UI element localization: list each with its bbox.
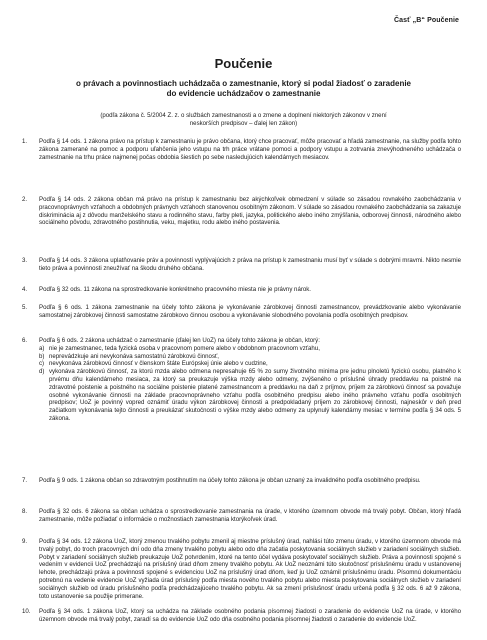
list-item-8 [22, 508, 461, 524]
item-text: Podľa § 32 ods. 6 zákona sa občan uchádza o sprostredkovanie zamestnania na úrade, v ktorého územnom obvode má trvalý pobyt. Občan, ktorý hľadá zamestnanie, môže požiadať o informácie o možnostiach zamestnania ktorýkoľvek úrad. [39, 508, 461, 523]
list-item-9 [22, 538, 461, 600]
sub-item-d [39, 368, 461, 423]
sub-item-text: neprevádzkuje ani nevykonáva samostatnú zárobkovú činnosť, [49, 352, 219, 360]
law-reference-note: (podľa zákona č. 5/2004 Z. z. o službách zamestnanosti a o zmene a doplnení niektorých zákonov v znení neskorších predpisov – ďalej len zákon) [100, 112, 387, 127]
item-number: 3. [22, 257, 28, 264]
sub-item-text: nie je zamestnanec, teda fyzická osoba v pracovnom pomere alebo v obdobnom pracovnom vzťahu, [49, 344, 320, 352]
item-text: Podľa § 14 ods. 3 zákona uplatňovanie práv a povinností vyplývajúcich z práva na prístup k zamestnaniu musí byť v súlade s dobrými mravmi. Nikto nesmie tieto práva a povinnosti zneužívať na škodu druhého občana. [39, 257, 461, 272]
list-item-1 [22, 138, 461, 161]
item-number: 9. [22, 538, 28, 545]
item-text: Podľa § 14 ods. 2 zákona občan má právo na prístup k zamestnaniu bez akýchkoľvek obmedzení v súlade so zásadou rovnakého zaobchádzania v pracovnoprávnych vzťahoch a obdobných právnych vzťahoch stanovenou osobitným zákonom. V súlade so zásadou rovnakého zaobchádzania sa zakazuje diskriminácia aj z dôvodu manželského stavu a rodinného stavu, farby pleti, jazyka, politického alebo iného zmýšľania, odborovej činnosti, národného alebo sociálneho pôvodu, zdravotného postihnutia, veku, majetku, rodu alebo iného postavenia. [39, 196, 461, 227]
sub-item-letter: a) [39, 344, 45, 352]
item-text: Podľa § 34 ods. 12 zákona UoZ, ktorý zmenou trvalého pobytu zmenil aj miestne príslušný úrad, nahlási túto zmenu úradu, v ktorého územnom obvode má trvalý pobyt, do troch pracovných dní odo dňa zmeny trvalého pobytu alebo odo dňa začatia poskytovania sociálnych služieb v zariadení sociálnych služieb. Pobyt v zariadení sociálnych služieb preukazuje UoZ potvrdením, ktoré na tento účel vydáva poskytovateľ sociálnych služieb. Práva a povinnosti spojené s vedením v evidencii UoZ prechádzajú na príslušný úrad dňom zmeny trvalého pobytu. Ak UoZ neoznámi túto skutočnosť príslušnému úradu v ustanovenej lehote, prechádzajú práva a povinnosti spojené s evidenciou UoZ na príslušný úrad dňom, keď ju UoZ oznámil príslušnému úradu. Písomnú dokumentáciu potrebnú na vedenie evidencie UoZ vyžiada úrad príslušný podľa miesta nového trvalého pobytu alebo miesta poskytovania sociálnych služieb v zariadení sociálnych služieb od úradu príslušného podľa predchádzajúceho trvalého pobytu. Ak sa zmení príslušnosť úradu určená podľa § 32 ods. 6 až 9 zákona, toto ustanovenie sa použije primerane. [39, 538, 461, 600]
item-number: 5. [22, 304, 28, 311]
item-text: Podľa § 9 ods. 1 zákona občan so zdravotným postihnutím na účely tohto zákona je občan uznaný za invalidného podľa osobitného predpisu. [39, 477, 421, 484]
list-item-6 [22, 337, 461, 423]
item-number: 6. [22, 337, 28, 344]
sub-item-text: vykonáva zárobkovú činnosť, za ktorú mzda alebo odmena nepresahuje 65 % zo sumy životného minima pre jednu plnoletú fyzickú osobu, platného k prvému dňu kalendárneho mesiaca, za ktorý sa preukazuje výška mzdy alebo odmeny, zvýšeného o príslušné úhrady preddavku na poistné na zdravotné poistenie a poistného na sociálne poistenie platené zamestnancom a preddavku na daň z príjmov, príjem za zárobkovú činnosť sa považuje osobné vykonávanie činnosti na základe pracovnoprávneho vzťahu podľa osobitného predpisu alebo iného právneho vzťahu podľa osobitných predpisov; UoZ je povinný vopred oznámiť úradu výkon zárobkovej činnosti a predpokladaný príjem zo zárobkovej činnosti, najneskôr v deň pred začiatkom vykonávania tejto činnosti a preukázať skutočnosti o výške mzdy alebo odmeny za uplynulý kalendárny mesiac v termíne podľa § 34 ods. 5 zákona. [49, 368, 461, 422]
sub-item-letter: c) [39, 360, 45, 368]
sub-item-letter: d) [39, 368, 45, 376]
item-text: Podľa § 32 ods. 11 zákona na sprostredkovanie konkrétneho pracovného miesta nie je právny nárok. [39, 286, 311, 293]
list-item-5 [22, 304, 461, 320]
item-number: 1. [22, 138, 28, 145]
list-item-4 [22, 286, 461, 294]
item-number: 7. [22, 477, 28, 484]
part-label: Časť „B“ Poučenie [394, 17, 459, 24]
item-text: Podľa § 34 ods. 1 zákona UoZ, ktorý sa uchádza na základe osobného podania písomnej žiadosti o zaradenie do evidencie UoZ na úrade, v ktorého územnom obvode má trvalý pobyt, zaradí sa do evidencie UoZ odo dňa osobného podania písomnej žiadosti o zaradenie do evidencie UoZ. [39, 608, 461, 623]
list-item-10 [22, 608, 461, 624]
list-item-7 [22, 477, 461, 485]
item-number: 8. [22, 508, 28, 515]
list-item-2 [22, 196, 461, 227]
item-text: Podľa § 6 ods. 2 zákona uchádzač o zamestnanie (ďalej len UoZ) na účely tohto zákona je občan, ktorý: [39, 337, 320, 344]
sub-item-c [39, 360, 461, 368]
list-item-3 [22, 257, 461, 273]
sub-item-letter: b) [39, 352, 45, 360]
page-subtitle: o právach a povinnostiach uchádzača o zamestnanie, ktorý si podal žiadosť o zaradenie do evidencie uchádzačov o zamestnanie [75, 79, 412, 98]
sub-item-b [39, 353, 461, 361]
sub-item-text: nevykonáva zárobkovú činnosť v členskom štáte Európskej únie alebo v cudzine, [49, 360, 268, 368]
item-text: Podľa § 14 ods. 1 zákona právo na prístup k zamestnaniu je právo občana, ktorý chce pracovať, môže pracovať a hľadá zamestnanie, na služby podľa tohto zákona zamerané na pomoc a podporu uľahčenia jeho vstupu na trh práce vrátane pomoci a podpory vstupu a zotrvania znevýhodneného uchádzača o zamestnanie na trhu práce najmenej počas obdobia šiestich po sebe nasledujúcich kalendárnych mesiacov. [39, 138, 461, 161]
item-number: 10. [22, 608, 31, 615]
item-text: Podľa § 6 ods. 1 zákona zamestnanie na účely tohto zákona je vykonávanie zárobkovej činnosti zamestnancov, prevádzkovanie alebo vykonávanie samostatnej zárobkovej činnosti samostatne zárobkovo činnou osobou a vykonávanie slobodného povolania podľa osobitných predpisov. [39, 304, 461, 319]
sub-item-a [39, 345, 461, 353]
page-title: Poučenie [214, 56, 273, 71]
item-number: 2. [22, 196, 28, 203]
item-number: 4. [22, 286, 28, 293]
